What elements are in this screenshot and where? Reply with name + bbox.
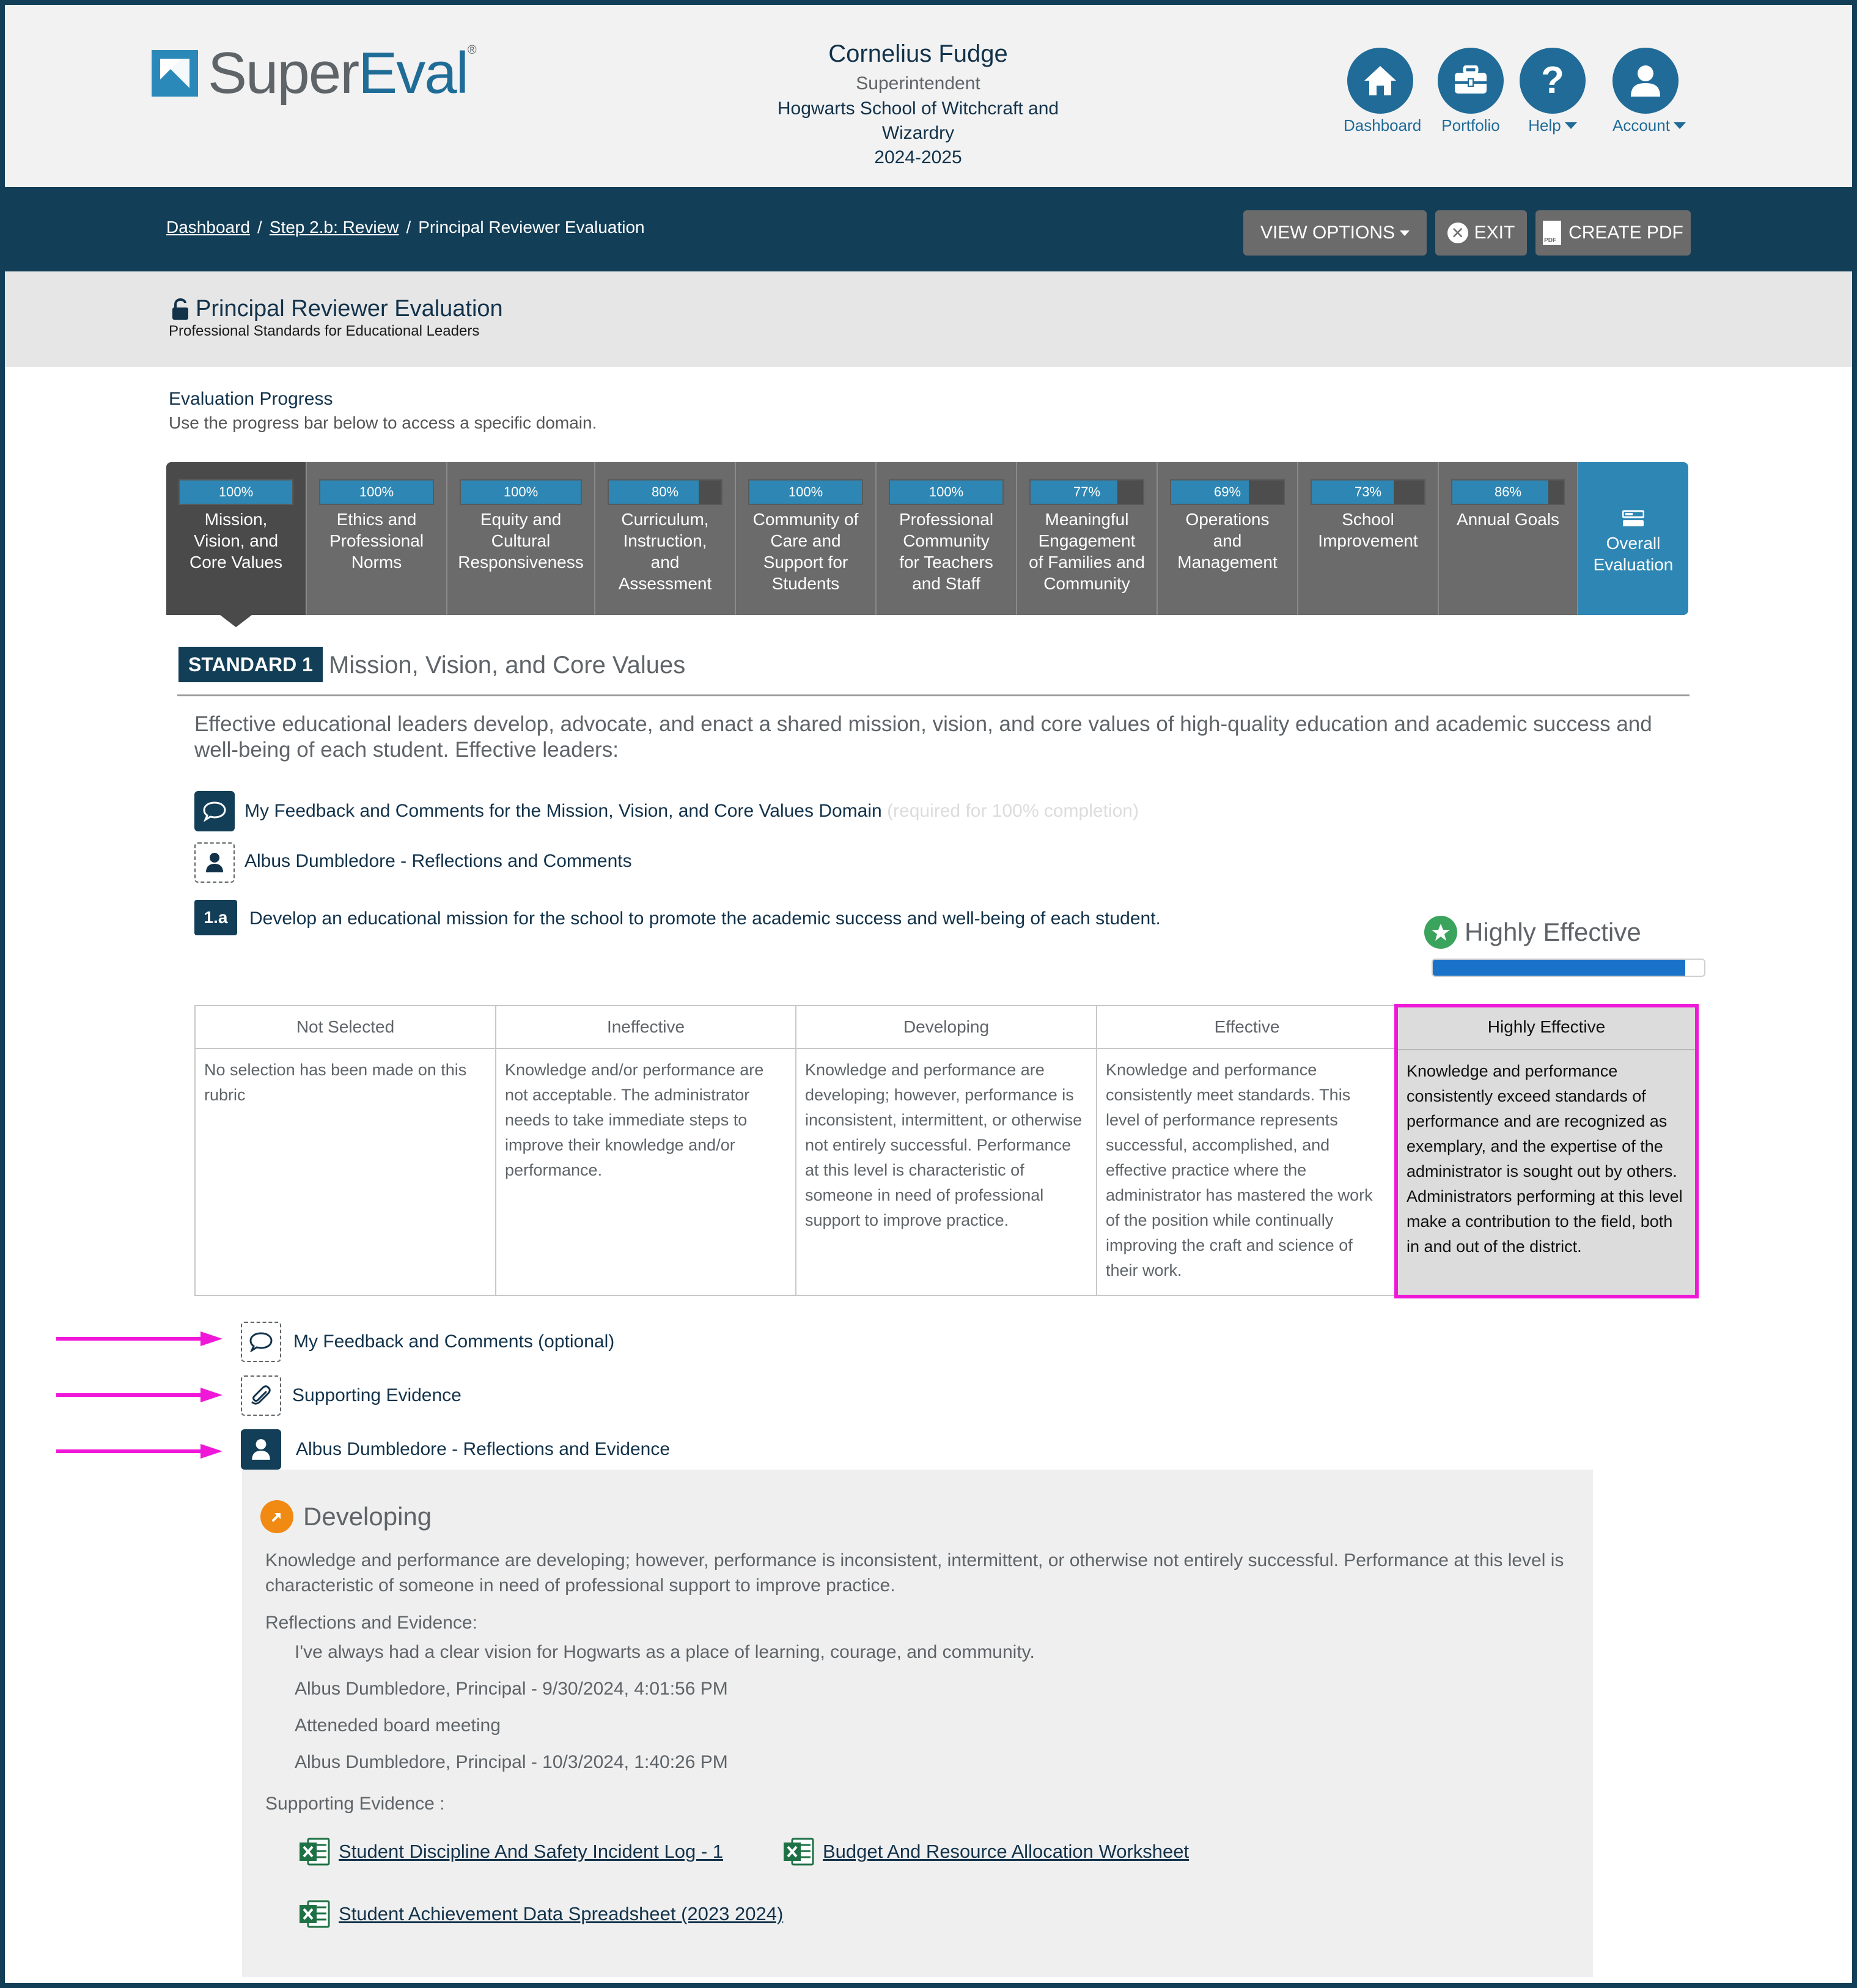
domain-tab-label-line: Core Values [189, 553, 282, 572]
overall-evaluation-icon [1578, 510, 1688, 531]
domain-tab-operations[interactable] [1158, 462, 1298, 615]
rubric-description: Knowledge and/or performance are not acceptable. The administrator needs to take immediate steps to improve their knowledge and/or performance. [505, 1061, 764, 1179]
self-rating [260, 1500, 432, 1533]
domain-tab-label-line: Students [771, 574, 840, 593]
domain-tab-ethics[interactable] [307, 462, 447, 615]
home-icon [1347, 48, 1413, 114]
domain-tab-label [447, 509, 594, 573]
domain-tab-engagement[interactable] [1017, 462, 1158, 615]
page-title: Principal Reviewer Evaluation [171, 296, 503, 322]
reflection-text: Atteneded board meeting [295, 1715, 501, 1736]
breadcrumb-current: Principal Reviewer Evaluation [418, 218, 645, 237]
evidence-file-link[interactable]: Student Achievement Data Spreadsheet (2023 2024) [298, 1899, 783, 1929]
domain-tab-label-line: Meaningful [1045, 510, 1129, 529]
indicator-text: Develop an educational mission for the school to promote the academic success and well-being of each student. [249, 908, 1161, 929]
domain-tab-label-line: Professional [329, 531, 424, 550]
rating-display [1424, 916, 1641, 949]
arrow-up-right-icon [260, 1500, 293, 1533]
evidence-file-link[interactable]: Student Discipline And Safety Incident Log - 1 [298, 1836, 723, 1867]
domain-progress-percent: 77% [1073, 484, 1101, 499]
annotation-arrow [56, 1388, 222, 1402]
domain-tab-school-improvement[interactable] [1298, 462, 1439, 615]
paperclip-icon[interactable] [241, 1375, 281, 1416]
self-rating-label: Developing [303, 1502, 432, 1531]
progress-subtitle: Use the progress bar below to access a specific domain. [169, 413, 597, 432]
domain-progress-bar [1029, 479, 1144, 505]
user-name: Cornelius Fudge [828, 40, 1008, 67]
rubric-header: Not Selected [196, 1006, 495, 1049]
rubric-option-not-selected[interactable] [194, 1005, 496, 1296]
logo-wordmark: SuperEval® [208, 40, 476, 106]
domain-tab-label [166, 509, 306, 573]
briefcase-icon [1438, 48, 1504, 114]
breadcrumb-bar [5, 187, 1852, 271]
breadcrumb: Dashboard / Step 2.b: Review / Principal Reviewer Evaluation [166, 218, 645, 237]
domain-feedback-link[interactable]: My Feedback and Comments for the Mission, Vision, and Core Values Domain (required for 100% completion) [245, 801, 1139, 821]
domain-tab-label-line: Community [1043, 574, 1130, 593]
domain-tab-label-line: Assessment [618, 574, 712, 593]
user-info [735, 37, 1101, 170]
domain-tab-label-line: and [650, 553, 680, 572]
domain-tab-label [307, 509, 446, 573]
breadcrumb-dashboard[interactable]: Dashboard [166, 218, 250, 237]
rubric-description: Knowledge and performance consistently exceed standards of performance and are recognized as exemplary, and the expertise of the administrator is sought out by others. Administrators performing at this level make a contribution to the field, both in and out of the district. [1407, 1062, 1683, 1256]
standard-title: Mission, Vision, and Core Values [329, 652, 686, 679]
excel-file-icon [782, 1836, 815, 1867]
domain-tab-label-line: Vision, and [193, 531, 279, 550]
domain-progress-bar [1170, 479, 1285, 505]
star-icon [1424, 916, 1457, 949]
question-icon: ? [1520, 48, 1586, 114]
domain-progress-bar [178, 479, 293, 505]
active-tab-pointer [220, 615, 252, 627]
view-options-button[interactable]: VIEW OPTIONS [1243, 210, 1427, 256]
lock-icon [171, 298, 189, 320]
my-feedback-link[interactable]: My Feedback and Comments (optional) [293, 1331, 615, 1352]
nav-dashboard[interactable]: Dashboard [1347, 48, 1421, 135]
rubric-option-developing[interactable] [795, 1005, 1097, 1296]
chevron-down-icon [1400, 230, 1410, 236]
domain-tab-label [595, 509, 735, 594]
domain-tab-label [736, 509, 875, 594]
progress-title: Evaluation Progress [169, 389, 333, 409]
logo-arrow-icon [152, 50, 198, 97]
rating-label: Highly Effective [1465, 918, 1641, 946]
domain-progress-percent: 100% [218, 484, 254, 499]
excel-file-icon [298, 1899, 331, 1929]
indicator-badge: 1.a [194, 900, 237, 935]
supporting-evidence-link[interactable]: Supporting Evidence [292, 1385, 461, 1405]
domain-tab-curriculum[interactable] [595, 462, 736, 615]
rubric-option-effective[interactable] [1096, 1005, 1398, 1296]
domain-tab-label-line: Responsiveness [458, 553, 584, 572]
domain-tab-label [1439, 509, 1577, 530]
domain-tab-label-line: Instruction, [623, 531, 707, 550]
standard-badge: STANDARD 1 [178, 647, 323, 682]
app-header [5, 5, 1852, 187]
supporting-evidence-label: Supporting Evidence : [265, 1794, 445, 1814]
chevron-down-icon [1674, 122, 1686, 129]
domain-tab-label [1158, 509, 1297, 573]
domain-progress-percent: 100% [788, 484, 823, 499]
rubric-header: Effective [1097, 1006, 1397, 1049]
annotation-arrow [56, 1331, 222, 1346]
comment-icon[interactable] [241, 1322, 281, 1362]
rubric-description: No selection has been made on this rubric [204, 1061, 467, 1104]
domain-tab-label-line: and Staff [912, 574, 980, 593]
domain-progress-bar [319, 479, 434, 505]
overall-evaluation-tab[interactable]: Overall Evaluation [1578, 462, 1688, 615]
create-pdf-button[interactable]: PDF CREATE PDF [1535, 210, 1691, 256]
domain-tab-label-line: Engagement [1038, 531, 1136, 550]
domain-progress-percent: 80% [651, 484, 679, 499]
reflection-text: I've always had a clear vision for Hogwarts as a place of learning, courage, and community. [295, 1642, 1035, 1662]
self-rating-description: Knowledge and performance are developing; however, performance is inconsistent, intermittent, or otherwise not entirely successful. Performance at this level is characteristic of someone in need of professional support to improve practice. [265, 1550, 1564, 1596]
domain-tab-label-line: Ethics and [336, 510, 417, 529]
domain-tab-annual-goals[interactable] [1439, 462, 1578, 615]
rubric-header: Ineffective [496, 1006, 795, 1049]
domain-tab-professional-community[interactable] [877, 462, 1017, 615]
domain-tab-label-line: Community [903, 531, 990, 550]
domain-tab-equity[interactable] [447, 462, 595, 615]
domain-tab-label-line: Professional [899, 510, 994, 529]
excel-file-icon [298, 1836, 331, 1867]
rubric-table [194, 1005, 1698, 1296]
pdf-file-icon: PDF [1543, 221, 1561, 245]
nav-account[interactable]: Account [1612, 48, 1686, 135]
school-year: 2024-2025 [874, 147, 962, 168]
domain-tab-label-line: and [1213, 531, 1242, 550]
user-role: Superintendent [856, 73, 980, 94]
breadcrumb-step-review[interactable]: Step 2.b: Review [269, 218, 399, 237]
user-icon[interactable] [194, 842, 235, 883]
domain-progress-bar [748, 479, 863, 505]
domain-tab-label-line: for Teachers [899, 553, 993, 572]
rubric-option-ineffective[interactable] [495, 1005, 796, 1296]
domain-tab-label-line: Curriculum, [621, 510, 709, 529]
rating-slider[interactable] [1432, 959, 1705, 977]
reflections-label: Reflections and Evidence: [265, 1613, 477, 1633]
reflection-author: Albus Dumbledore, Principal - 9/30/2024, 4:01:56 PM [295, 1679, 728, 1699]
domain-progress-bar [460, 479, 582, 505]
domain-progress-percent: 100% [928, 484, 964, 499]
annotation-arrow [56, 1444, 222, 1459]
reflections-comments-link[interactable]: Albus Dumbledore - Reflections and Comments [245, 851, 632, 871]
domain-tab-label-line: Community of [752, 510, 859, 529]
user-icon[interactable] [241, 1429, 281, 1470]
rubric-header: Highly Effective [1398, 1007, 1695, 1050]
domain-progress-percent: 86% [1494, 484, 1522, 499]
domain-progress-bar [1451, 479, 1565, 505]
domain-tab-label-line: Cultural [491, 531, 551, 550]
domain-progress-bar [608, 479, 723, 505]
page-subtitle: Professional Standards for Educational Leaders [169, 323, 480, 339]
reflection-author: Albus Dumbledore, Principal - 10/3/2024, 1:40:26 PM [295, 1752, 728, 1772]
page-title-band [5, 271, 1852, 367]
nav-help[interactable]: ? Help [1520, 48, 1586, 135]
domain-tab-mission[interactable] [166, 462, 307, 615]
domain-tab-community-care[interactable] [736, 462, 877, 615]
domain-tab-label-line: Improvement [1318, 531, 1418, 550]
domain-progress-percent: 73% [1354, 484, 1382, 499]
domain-tab-label [1298, 509, 1438, 551]
nav-portfolio[interactable]: Portfolio [1438, 48, 1504, 135]
domain-tab-label-line: Mission, [204, 510, 268, 529]
domain-tab-label-line: Operations [1185, 510, 1270, 529]
close-circle-icon: ✕ [1447, 223, 1468, 243]
user-school: Hogwarts School of Witchcraft and [777, 98, 1059, 119]
user-icon [1612, 48, 1679, 114]
domain-progress-bar [889, 479, 1004, 505]
domain-tab-label-line: Support for [763, 553, 848, 572]
standard-description: Effective educational leaders develop, advocate, and enact a shared mission, vision, and core values of high-quality education and academic success and well-being of each student. Effective leaders: [194, 712, 1652, 762]
domain-tab-label [877, 509, 1016, 594]
evidence-file-link[interactable]: Budget And Resource Allocation Worksheet [782, 1836, 1189, 1867]
domain-tab-label-line: of Families and [1029, 553, 1145, 572]
dumbledore-reflections-link[interactable]: Albus Dumbledore - Reflections and Evidence [296, 1439, 670, 1459]
rating-slider-fill [1433, 960, 1685, 976]
comment-icon[interactable] [194, 791, 235, 831]
domain-progress-percent: 69% [1213, 484, 1241, 499]
domain-tab-label-line: Norms [351, 553, 402, 572]
reflections-panel [242, 1470, 1593, 1977]
domain-tab-label-line: Care and [770, 531, 841, 550]
exit-button[interactable]: ✕ EXIT [1435, 210, 1527, 256]
chevron-down-icon [1565, 122, 1577, 129]
domain-tab-label-line: School [1342, 510, 1394, 529]
domain-tab-label-line: Annual Goals [1456, 510, 1560, 529]
domain-tab-label-line: Management [1177, 553, 1278, 572]
domain-progress-tabs [166, 462, 1694, 615]
domain-tab-label [1017, 509, 1156, 594]
user-school-cont: Wizardry [881, 123, 955, 143]
rubric-option-highly-effective[interactable] [1394, 1004, 1699, 1298]
domain-tab-label-line: Equity and [480, 510, 562, 529]
rubric-header: Developing [796, 1006, 1096, 1049]
domain-progress-bar [1311, 479, 1425, 505]
domain-progress-percent: 100% [503, 484, 539, 499]
rubric-description: Knowledge and performance consistently meet standards. This level of performance represents successful, accomplished, and effective practice where the administrator has mastered the work of the position while continually improving the craft and science of their work. [1106, 1061, 1373, 1279]
divider [177, 694, 1690, 696]
rubric-description: Knowledge and performance are developing; however, performance is inconsistent, intermittent, or otherwise not entirely successful. Performance at this level is characteristic of someone in need of professional support to improve practice. [805, 1061, 1083, 1229]
superEval-logo[interactable] [152, 40, 476, 106]
domain-progress-percent: 100% [359, 484, 394, 499]
